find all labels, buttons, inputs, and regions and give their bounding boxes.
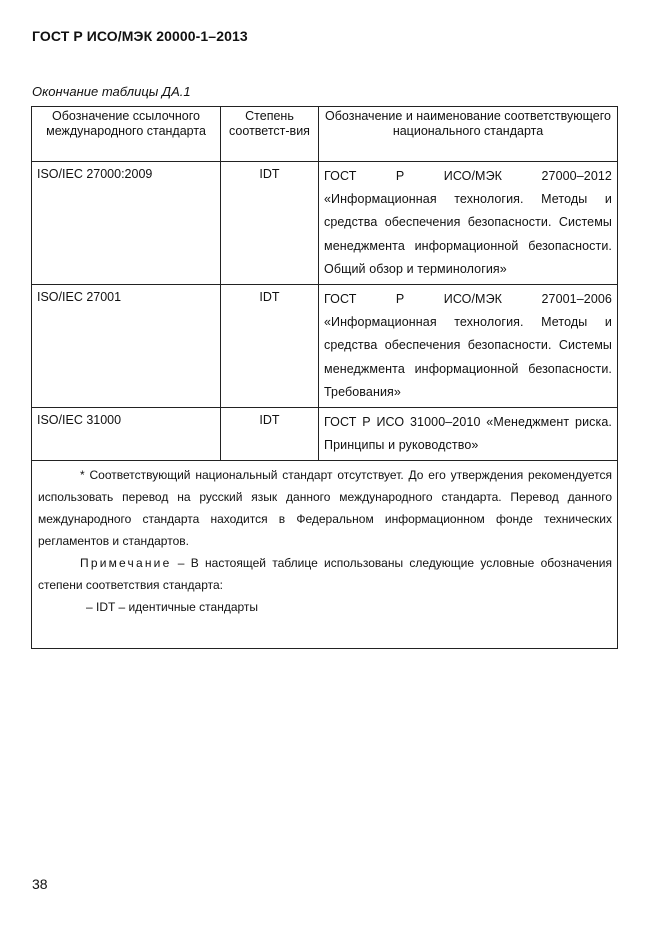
table-header-row xyxy=(32,107,618,162)
reference-code-cell: ISO/IEC 31000 xyxy=(32,408,221,461)
column-header-national: Обозначение и наименование соответствующего национального стандарта xyxy=(319,107,618,162)
national-standard-cell: ГОСТ Р ИСО/МЭК 27001–2006 «Информационная технология. Методы и средства обеспечения безопасности. Системы менеджмента информационной безопасности. Требования» xyxy=(319,285,618,408)
note-label: Примечание xyxy=(80,556,172,571)
footnote-text: * Соответствующий национальный стандарт отсутствует. До его утверждения рекомендуется использовать перевод на русский язык данного международного стандарта. Перевод данного международного стандарта находится в Федеральном информационном фонде технических регламентов и стандартов. xyxy=(38,468,612,549)
notes-cell xyxy=(32,461,618,649)
note-paragraph xyxy=(38,552,612,596)
national-standard-cell: ГОСТ Р ИСО/МЭК 27000–2012 «Информационная технология. Методы и средства обеспечения безопасности. Системы менеджмента информационной безопасности. Общий обзор и терминология» xyxy=(319,162,618,285)
standards-table xyxy=(31,106,618,649)
reference-code-cell: ISO/IEC 27001 xyxy=(32,285,221,408)
table-row xyxy=(32,285,618,408)
degree-cell: IDT xyxy=(221,408,319,461)
column-header-degree: Степень соответст-вия xyxy=(221,107,319,162)
table-row xyxy=(32,162,618,285)
degree-cell: IDT xyxy=(221,285,319,408)
note-list-item: – IDT – идентичные стандарты xyxy=(86,600,259,615)
table-caption: Окончание таблицы ДА.1 xyxy=(32,84,191,99)
note-text: – В настоящей таблице использованы следующие условные обозначения степени соответствия стандарта: xyxy=(38,556,612,593)
column-header-reference: Обозначение ссылочного международного стандарта xyxy=(32,107,221,162)
document-header: ГОСТ Р ИСО/МЭК 20000-1–2013 xyxy=(32,28,248,44)
reference-code-cell: ISO/IEC 27000:2009 xyxy=(32,162,221,285)
national-standard-cell: ГОСТ Р ИСО 31000–2010 «Менеджмент риска. Принципы и руководство» xyxy=(319,408,618,461)
table-notes-row xyxy=(32,461,618,649)
page-number: 38 xyxy=(32,876,48,892)
table-row xyxy=(32,408,618,461)
degree-cell: IDT xyxy=(221,162,319,285)
